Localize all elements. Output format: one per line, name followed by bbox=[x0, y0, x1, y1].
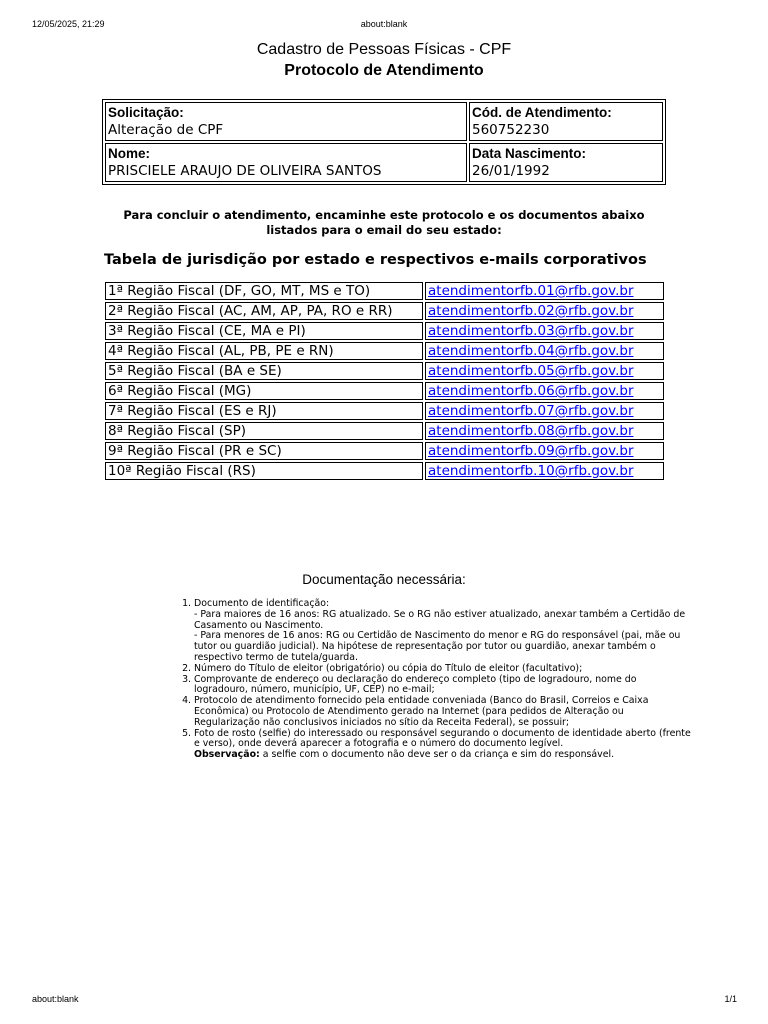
print-footer-url: about:blank bbox=[32, 994, 79, 1004]
table-row bbox=[105, 462, 664, 480]
table-row bbox=[105, 302, 664, 320]
observation-label: Observação: bbox=[194, 749, 260, 761]
email-cell bbox=[425, 422, 664, 440]
email-link[interactable]: atendimentorfb.06@rfb.gov.br bbox=[428, 383, 634, 399]
email-cell bbox=[425, 322, 664, 340]
table-row bbox=[105, 282, 664, 300]
documentation-list bbox=[176, 599, 692, 761]
region-cell: 9ª Região Fiscal (PR e SC) bbox=[105, 442, 423, 460]
region-cell: 5ª Região Fiscal (BA e SE) bbox=[105, 362, 423, 380]
codigo-cell bbox=[469, 102, 663, 141]
nascimento-label: Data Nascimento: bbox=[472, 146, 587, 161]
table-row bbox=[105, 362, 664, 380]
email-cell bbox=[425, 362, 664, 380]
nome-cell bbox=[105, 143, 467, 182]
email-cell bbox=[425, 382, 664, 400]
print-datetime: 12/05/2025, 21:29 bbox=[32, 19, 105, 29]
codigo-value: 560752230 bbox=[472, 122, 550, 138]
solicitacao-value: Alteração de CPF bbox=[108, 122, 224, 138]
email-cell bbox=[425, 442, 664, 460]
region-cell: 10ª Região Fiscal (RS) bbox=[105, 462, 423, 480]
page-subtitle: Protocolo de Atendimento bbox=[284, 62, 484, 79]
table-row bbox=[105, 442, 664, 460]
jurisdiction-table bbox=[103, 280, 666, 482]
email-link[interactable]: atendimentorfb.09@rfb.gov.br bbox=[428, 443, 634, 459]
nascimento-cell bbox=[469, 143, 663, 182]
observation bbox=[194, 750, 692, 761]
nascimento-value: 26/01/1992 bbox=[472, 163, 550, 179]
region-cell: 4ª Região Fiscal (AL, PB, PE e RN) bbox=[105, 342, 423, 360]
item1-sub2: - Para menores de 16 anos: RG ou Certidão de Nascimento do menor e RG do responsável (pai, mãe ou tutor ou guardião judicial). Na hipótese de representação por tutor ou guardião, anexar também o respectivo termo de tutela/guarda. bbox=[194, 630, 681, 663]
region-cell: 8ª Região Fiscal (SP) bbox=[105, 422, 423, 440]
list-item bbox=[194, 599, 692, 664]
instructions-text: Para concluir o atendimento, encaminhe este protocolo e os documentos abaixo listados para o email do seu estado: bbox=[123, 208, 645, 237]
list-item: 2. Número do Título de eleitor (obrigatório) ou cópia do Título de eleitor (facultativo); bbox=[194, 664, 692, 675]
list-item: 4. Protocolo de atendimento fornecido pela entidade conveniada (Banco do Brasil, Correios e Caixa Econômica) ou Protocolo de Atendimento gerado na Internet (para pedidos de Alteração ou Regularização não conclusivos iniciados no sítio da Receita Federal), se possuir; bbox=[194, 696, 692, 728]
jurisdiction-title: Tabela de jurisdição por estado e respectivos e-mails corporativos bbox=[104, 252, 647, 268]
nome-label: Nome: bbox=[108, 146, 151, 161]
documentation-title: Documentação necessária: bbox=[302, 572, 466, 587]
email-link[interactable]: atendimentorfb.08@rfb.gov.br bbox=[428, 423, 634, 439]
email-link[interactable]: atendimentorfb.07@rfb.gov.br bbox=[428, 403, 634, 419]
solicitacao-label: Solicitação: bbox=[108, 105, 184, 120]
print-page-title: about:blank bbox=[360, 19, 408, 29]
list-item: 3. Comprovante de endereço ou declaração do endereço completo (tipo de logradouro, nome do logradouro, número, município, UF, CEP) no e-mail; bbox=[194, 675, 692, 697]
table-row bbox=[105, 422, 664, 440]
email-link[interactable]: atendimentorfb.02@rfb.gov.br bbox=[428, 303, 634, 319]
table-row bbox=[105, 342, 664, 360]
email-cell bbox=[425, 402, 664, 420]
item1-title: Documento de identificação: bbox=[194, 598, 330, 609]
region-cell: 3ª Região Fiscal (CE, MA e PI) bbox=[105, 322, 423, 340]
request-info-table bbox=[102, 99, 666, 185]
nome-value: PRISCIELE ARAUJO DE OLIVEIRA SANTOS bbox=[108, 163, 382, 179]
region-cell: 6ª Região Fiscal (MG) bbox=[105, 382, 423, 400]
solicitacao-cell bbox=[105, 102, 467, 141]
table-row bbox=[105, 322, 664, 340]
codigo-label: Cód. de Atendimento: bbox=[472, 105, 612, 120]
email-link[interactable]: atendimentorfb.05@rfb.gov.br bbox=[428, 363, 634, 379]
region-cell: 1ª Região Fiscal (DF, GO, MT, MS e TO) bbox=[105, 282, 423, 300]
email-link[interactable]: atendimentorfb.10@rfb.gov.br bbox=[428, 463, 634, 479]
table-row bbox=[105, 402, 664, 420]
region-cell: 2ª Região Fiscal (AC, AM, AP, PA, RO e RR) bbox=[105, 302, 423, 320]
region-cell: 7ª Região Fiscal (ES e RJ) bbox=[105, 402, 423, 420]
print-page-number: 1/1 bbox=[724, 994, 737, 1004]
email-cell bbox=[425, 282, 664, 300]
email-cell bbox=[425, 342, 664, 360]
observation-text: a selfie com o documento não deve ser o da criança e sim do responsável. bbox=[259, 749, 615, 761]
table-row bbox=[105, 382, 664, 400]
jurisdiction-table-wrap bbox=[103, 280, 666, 482]
item5-text: Foto de rosto (selfie) do interessado ou responsável segurando o documento de identidade aberto (frente e verso), onde deverá aparecer a fotografia e o número do documento legível. bbox=[194, 727, 691, 750]
page-title: Cadastro de Pessoas Físicas - CPF bbox=[256, 41, 512, 58]
email-link[interactable]: atendimentorfb.03@rfb.gov.br bbox=[428, 323, 634, 339]
email-link[interactable]: atendimentorfb.01@rfb.gov.br bbox=[428, 283, 634, 299]
item1-sub1: - Para maiores de 16 anos: RG atualizado. Se o RG não estiver atualizado, anexar também a Certidão de Casamento ou Nascimento. bbox=[194, 608, 686, 631]
email-cell bbox=[425, 462, 664, 480]
email-link[interactable]: atendimentorfb.04@rfb.gov.br bbox=[428, 343, 634, 359]
list-item bbox=[194, 729, 692, 761]
email-cell bbox=[425, 302, 664, 320]
